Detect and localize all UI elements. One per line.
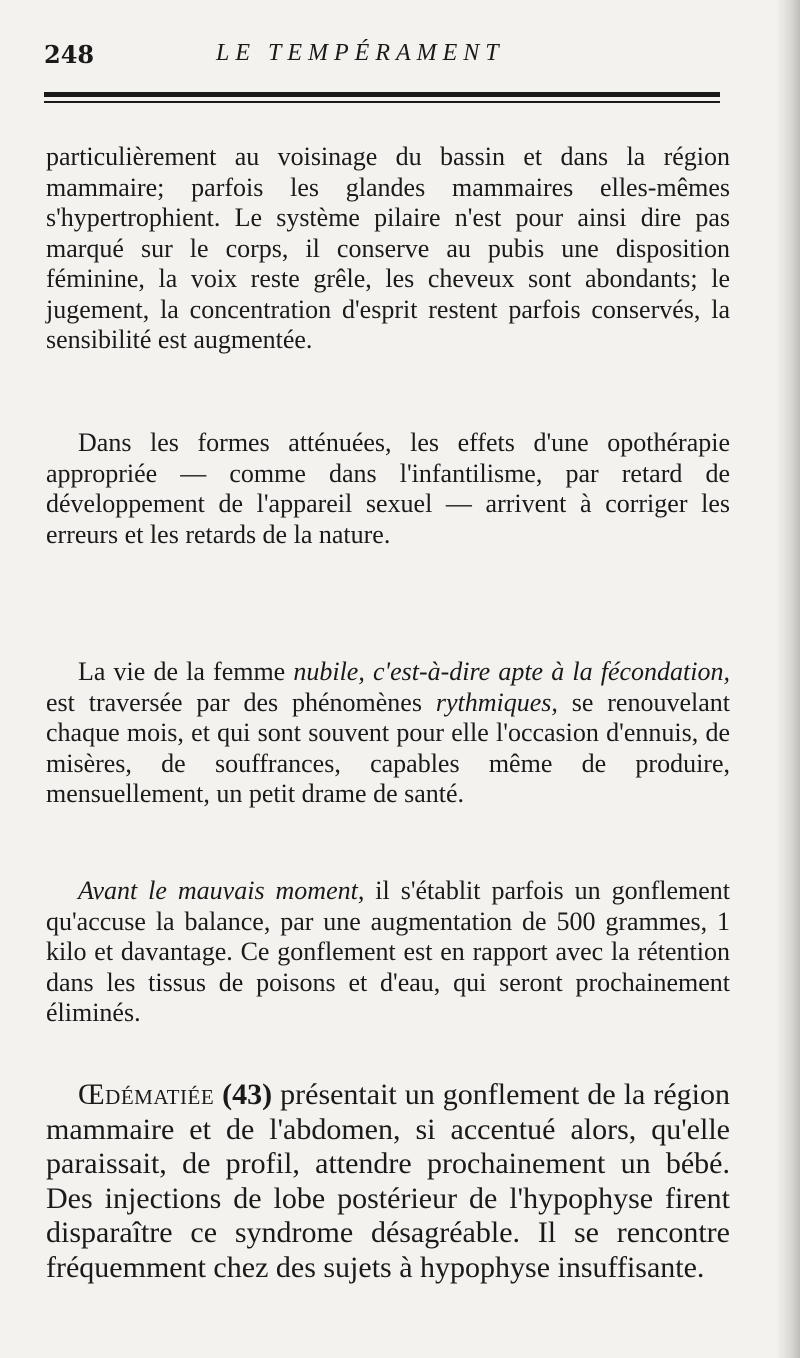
p3-text-c: est traversée par des phénomènes [46,687,436,717]
p4-italic-avant: Avant le mauvais moment, [78,876,365,905]
p5-text-c: présentait un gonflement de la région mammaire et de l'abdomen, si accentué alors, qu'elle paraissait, de profil, attendre prochainement un bébé. Des injections de lobe postérieur de l'hypophyse firent disparaître ce syndrome désagréable. Il se rencontre fréquemment chez des sujets à hypophyse insuffisante. [46,1078,730,1284]
paragraph-4 [46,876,730,1029]
paragraph-2-text: Dans les formes atténuées, les effets d'une opothérapie appropriée — comme dans l'infantilisme, par retard de développement de l'appareil sexuel — arrivent à corriger les erreurs et les retards de la nature. [46,428,730,549]
p5-case-name: Œdématiée [78,1078,215,1111]
paragraph-3 [46,657,730,810]
p3-italic-rythmiques: rythmiques, [435,687,558,717]
paragraph-2 [46,428,730,550]
running-head: LE TEMPÉRAMENT [216,40,505,66]
paragraph-5-case-note [46,1078,730,1285]
p3-text-e: se renouvelant chaque mois, et qui sont souvent pour elle l'occasion d'ennuis, de misères, de souffrances, capables même de produire, mensuellement, un petit drame de santé. [46,687,730,808]
header-rule-thin [44,101,720,103]
paragraph-1 [46,142,730,356]
p3-italic-nubile: nubile, c'est-à-dire apte à la fécondation, [293,657,730,686]
paragraph-3-text [46,657,730,810]
p3-text-a: La vie de la femme [78,657,294,686]
page-edge-shadow [776,0,800,1358]
p4-text-b: il s'établit parfois un gonflement qu'accuse la balance, par une augmentation de 500 grammes, 1 kilo et davantage. Ce gonflement est en rapport avec la rétention dans les tissus de poisons et d'eau, qui seront prochainement éliminés. [46,876,730,1027]
paragraph-5-text [46,1078,730,1285]
p5-case-number: (43) [222,1078,273,1111]
paragraph-4-text [46,876,730,1029]
page-number: 248 [44,40,95,69]
page-header [44,40,724,80]
paragraph-1-text: particulièrement au voisinage du bassin et dans la région mammaire; parfois les glandes mammaires elles-mêmes s'hypertrophient. Le système pilaire n'est pour ainsi dire pas marqué sur le corps, il conserve au pubis une disposition féminine, la voix reste grêle, les cheveux sont abondants; le jugement, la concentration d'esprit restent parfois conservés, la sensibilité est augmentée. [46,142,730,354]
header-rule-thick [44,92,720,97]
